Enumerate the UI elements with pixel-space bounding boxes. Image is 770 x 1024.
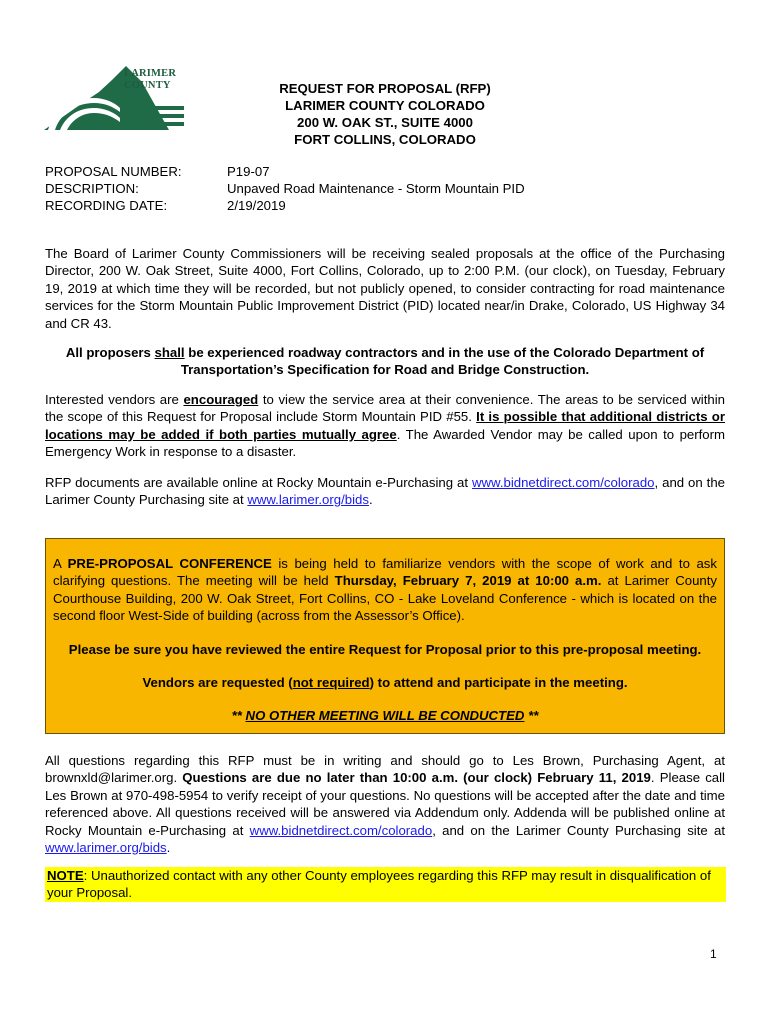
header-line-4: FORT COLLINS, COLORADO [294,132,476,147]
attendance-not-required: not required [292,675,370,691]
no-meeting-text: NO OTHER MEETING WILL BE CONDUCTED [245,708,525,724]
questions-text-3: , and on the Larimer County Purchasing site at [432,822,725,838]
questions-larimer-bids-link[interactable]: www.larimer.org/bids [45,840,167,856]
larimer-bids-link[interactable]: www.larimer.org/bids [247,492,369,508]
description-value: Unpaved Road Maintenance - Storm Mountain PID [227,181,525,196]
conference-text-2: is being held to familiarize vendors with the scope of work and to ask clarifying questions. The meeting will be held [53,556,717,589]
conference-attendance [53,674,717,691]
vendors-text-1: Interested vendors are [45,392,184,407]
conference-datetime: Thursday, February 7, 2019 at 10:00 a.m. [334,573,602,589]
conference-text-3: at Larimer County Courthouse Building, 200 W. Oak Street, Fort Collins, CO - Lake Loveland Conference - which is located on the second floor West-Side of building (across from the Assessor’s Office). [53,573,717,624]
conference-title: PRE-PROPOSAL CONFERENCE [67,556,272,571]
bidnet-link[interactable]: www.bidnetdirect.com/colorado [471,475,655,490]
note-text: : Unauthorized contact with any other County employees regarding this RFP may result in disqualification of your Proposal. [47,868,711,901]
conference-text-1: A [53,556,68,571]
intro-paragraph: The Board of Larimer County Commissioners will be receiving sealed proposals at the office of the Purchasing Director, 200 W. Oak Street, Suite 4000, Fort Collins, Colorado, up to 2:00 P.M. (our clock), on Tuesday, February 19, 2019 at which time they will be recorded, but not publicly opened, to consider contracting for road maintenance services for the Storm Mountain Public Improvement District (PID) located near/in Drake, Colorado, US Highway 34 and CR 43. [45,246,725,331]
attendance-text-2: ) to attend and participate in the meeting. [369,675,628,691]
documents-paragraph [45,474,725,509]
logo-line-2: COUNTY [124,80,171,91]
proposal-number-value: P19-07 [227,164,270,179]
conference-paragraph [53,555,717,625]
header-line-2: LARIMER COUNTY COLORADO [285,98,485,113]
questions-text-1: All questions regarding this RFP must be in writing and should go to Les Brown, Purchasing Agent, at brownxld@larimer.org. [45,753,725,786]
header-line-1: REQUEST FOR PROPOSAL (RFP) [279,81,491,96]
documents-text-2: , and on the Larimer County Purchasing site at [45,475,725,508]
questions-paragraph [45,752,725,856]
logo-text [124,68,176,92]
proposers-requirement [45,344,725,379]
conference-review-notice: Please be sure you have reviewed the entire Request for Proposal prior to this pre-proposal meeting. [68,641,702,657]
questions-due-date: Questions are due no later than 10:00 a.m. (our clock) February 11, 2019 [182,770,651,786]
recording-date-value: 2/19/2019 [227,198,286,213]
documents-text-1: RFP documents are available online at Rocky Mountain e-Purchasing at [45,475,472,490]
recording-date-label: RECORDING DATE: [45,198,168,213]
note-label: NOTE [47,868,84,883]
proposers-text-1: All proposers [65,345,155,360]
note-highlight [45,867,726,902]
document-header [200,80,570,148]
vendors-additional-districts: It is possible that additional districts or locations may be added if both parties mutually agree [45,409,725,442]
vendors-paragraph [45,391,725,461]
vendors-text-2: to view the service area at their convenience. The areas to be serviced within the scope of this Request for Proposal include Storm Mountain PID #55. [45,392,725,425]
vendors-encouraged: encouraged [183,392,259,407]
proposers-text-2: be experienced roadway contractors and in the use of the Colorado Department of Transportation’s Specification for Road and Bridge Construction. [180,345,705,378]
questions-text-2: . Please call Les Brown at 970-498-5954 to verify receipt of your questions. No questions will be accepted after the date and time referenced above. All questions received will be answered via Addendum only. Addenda will be published online at Rocky Mountain e-Purchasing at [45,770,725,838]
description-label: DESCRIPTION: [45,181,139,196]
page-number: 1 [710,947,717,961]
vendors-text-3: . The Awarded Vendor may be called upon to perform Emergency Work in response to a disaster. [45,426,726,460]
proposers-shall: shall [154,345,185,360]
pre-proposal-conference-box [45,538,725,734]
no-meeting-prefix: ** [231,708,246,724]
documents-text-3: . [368,492,373,508]
proposal-meta [45,163,525,214]
questions-bidnet-link[interactable]: www.bidnetdirect.com/colorado [249,822,433,838]
header-line-3: 200 W. OAK ST., SUITE 4000 [297,115,473,130]
no-other-meeting-notice [53,707,717,724]
proposal-number-label: PROPOSAL NUMBER: [45,164,182,179]
no-meeting-suffix: ** [524,708,539,724]
attendance-text-1: Vendors are requested ( [142,675,293,691]
logo-line-1: LARIMER [124,68,177,79]
questions-text-4: . [166,840,171,856]
